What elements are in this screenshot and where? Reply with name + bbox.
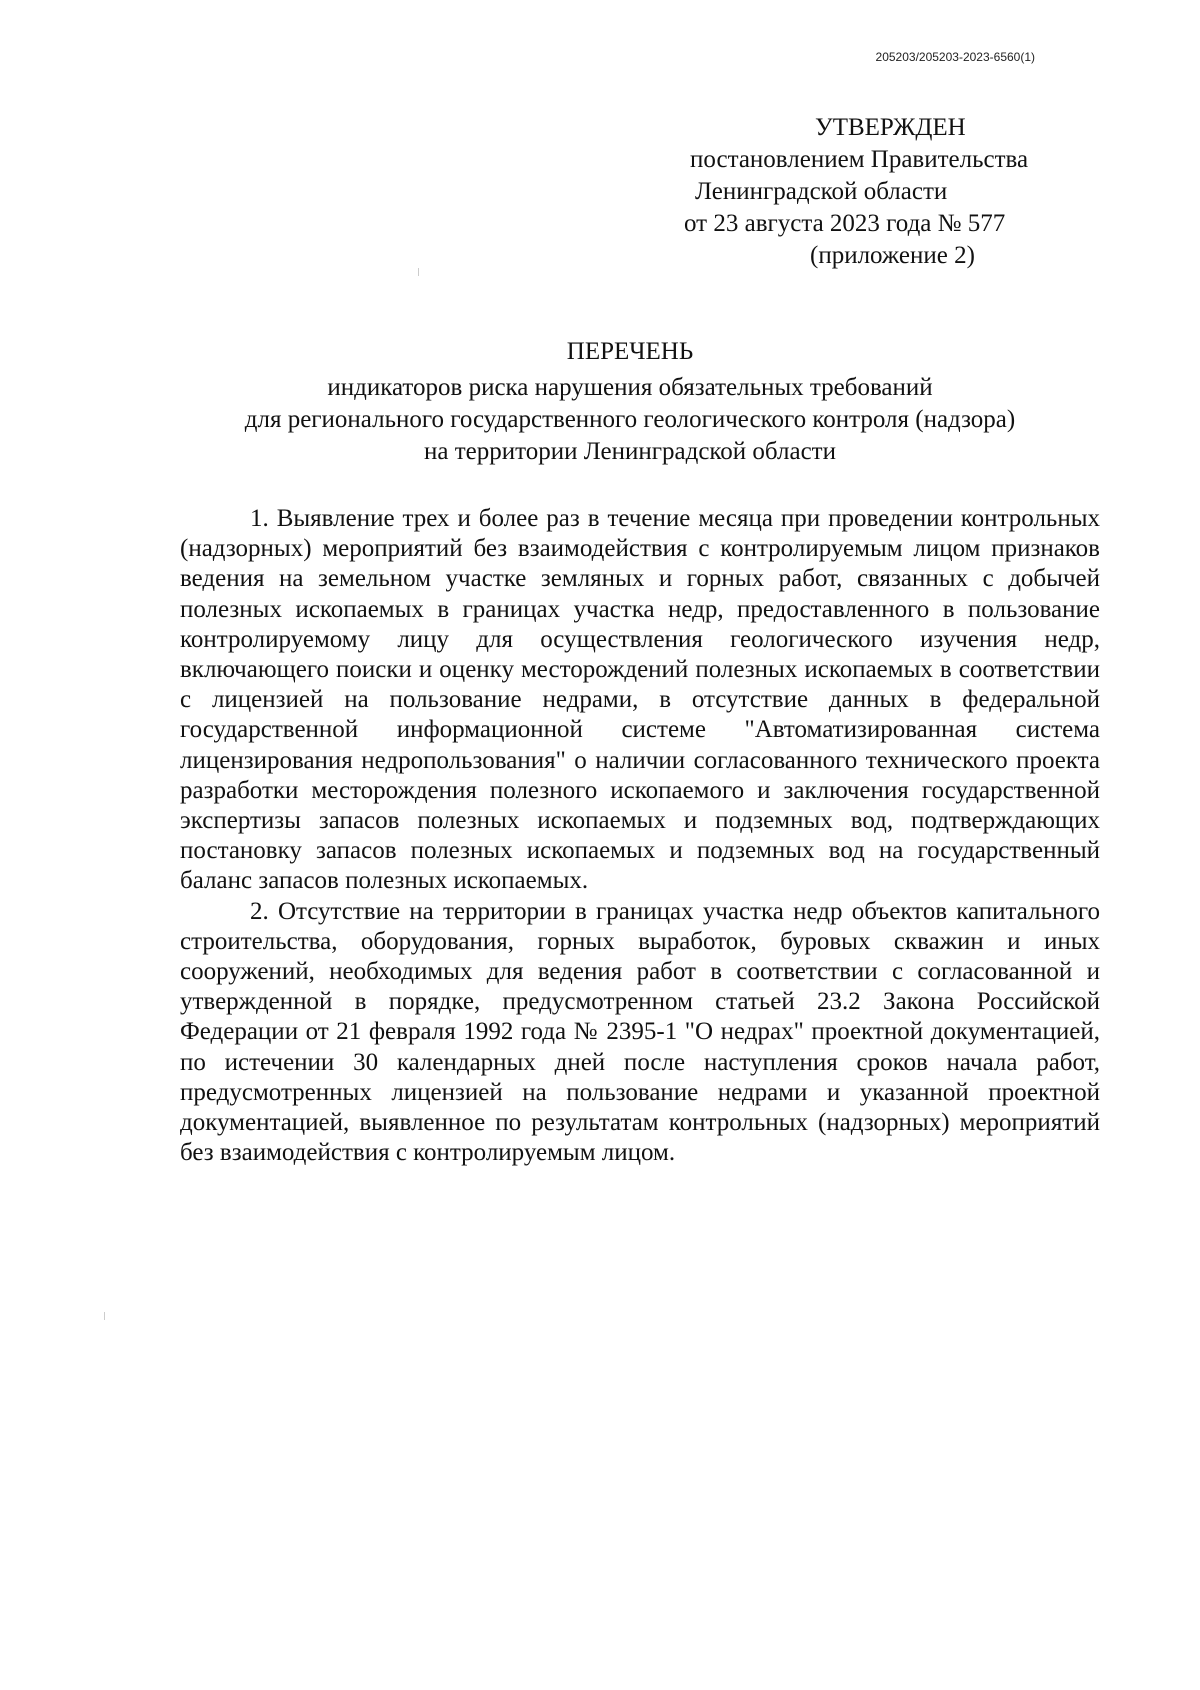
approval-block [680,112,1080,272]
heading-title: ПЕРЕЧЕНЬ [566,338,694,365]
paragraph-2: 2. Отсутствие на территории в границах участка недр объектов капитального строительства, оборудования, горных выработок, буровых скважин и иных сооружений, необходимых для ведения работ в соответствии с согласованной и утвержденной в порядке, предусмотренном статьей 23.2 Закона Российской Федерации от 21 февраля 1992 года № 2395-1 "О недрах" проектной документацией, по истечении 30 календарных дней после наступления сроков начала работ, предусмотренных лицензией на пользование недрами и указанной проектной документацией, выявленное по результатам контрольных (надзорных) мероприятий без взаимодействия с контролируемым лицом. [180,897,1100,1167]
approval-line-2: Ленинградской области [695,178,948,205]
heading-line-1: индикаторов риска нарушения обязательных требований [327,374,933,401]
approval-line-4: (приложение 2) [810,242,975,269]
approval-title: УТВЕРЖДЕН [815,114,966,141]
paragraph-1: 1. Выявление трех и более раз в течение месяца при проведении контрольных (надзорных) мероприятий без взаимодействия с контролируемым лицом признаков ведения на земельном участке земляных и горных работ, связанных с добычей полезных ископаемых в границах участка недр, предоставленного в пользование контролируемому лицу для осуществления геологического изучения недр, включающего поиски и оценку месторождений полезных ископаемых в соответствии с лицензией на пользование недрами, в отсутствие данных в федеральной государственной информационной системе "Автоматизированная система лицензирования недропользования" о наличии согласованного технического проекта разработки месторождения полезного ископаемого и заключения государственной экспертизы запасов полезных ископаемых и подземных вод, подтверждающих постановку запасов полезных ископаемых и подземных вод на государственный баланс запасов полезных ископаемых. [180,505,1100,895]
scan-mark [418,268,419,276]
document-body [180,504,1100,1168]
approval-line-1: постановлением Правительства [690,146,1029,173]
scan-mark [104,1312,105,1320]
heading-line-2: для регионального государственного геологического контроля (надзора) [244,406,1016,433]
heading-line-3: на территории Ленинградской области [424,438,836,465]
document-id: 205203/205203-2023-6560(1) [875,50,1035,64]
approval-line-3: от 23 августа 2023 года № 577 [684,210,1006,237]
document-heading [150,336,1110,468]
